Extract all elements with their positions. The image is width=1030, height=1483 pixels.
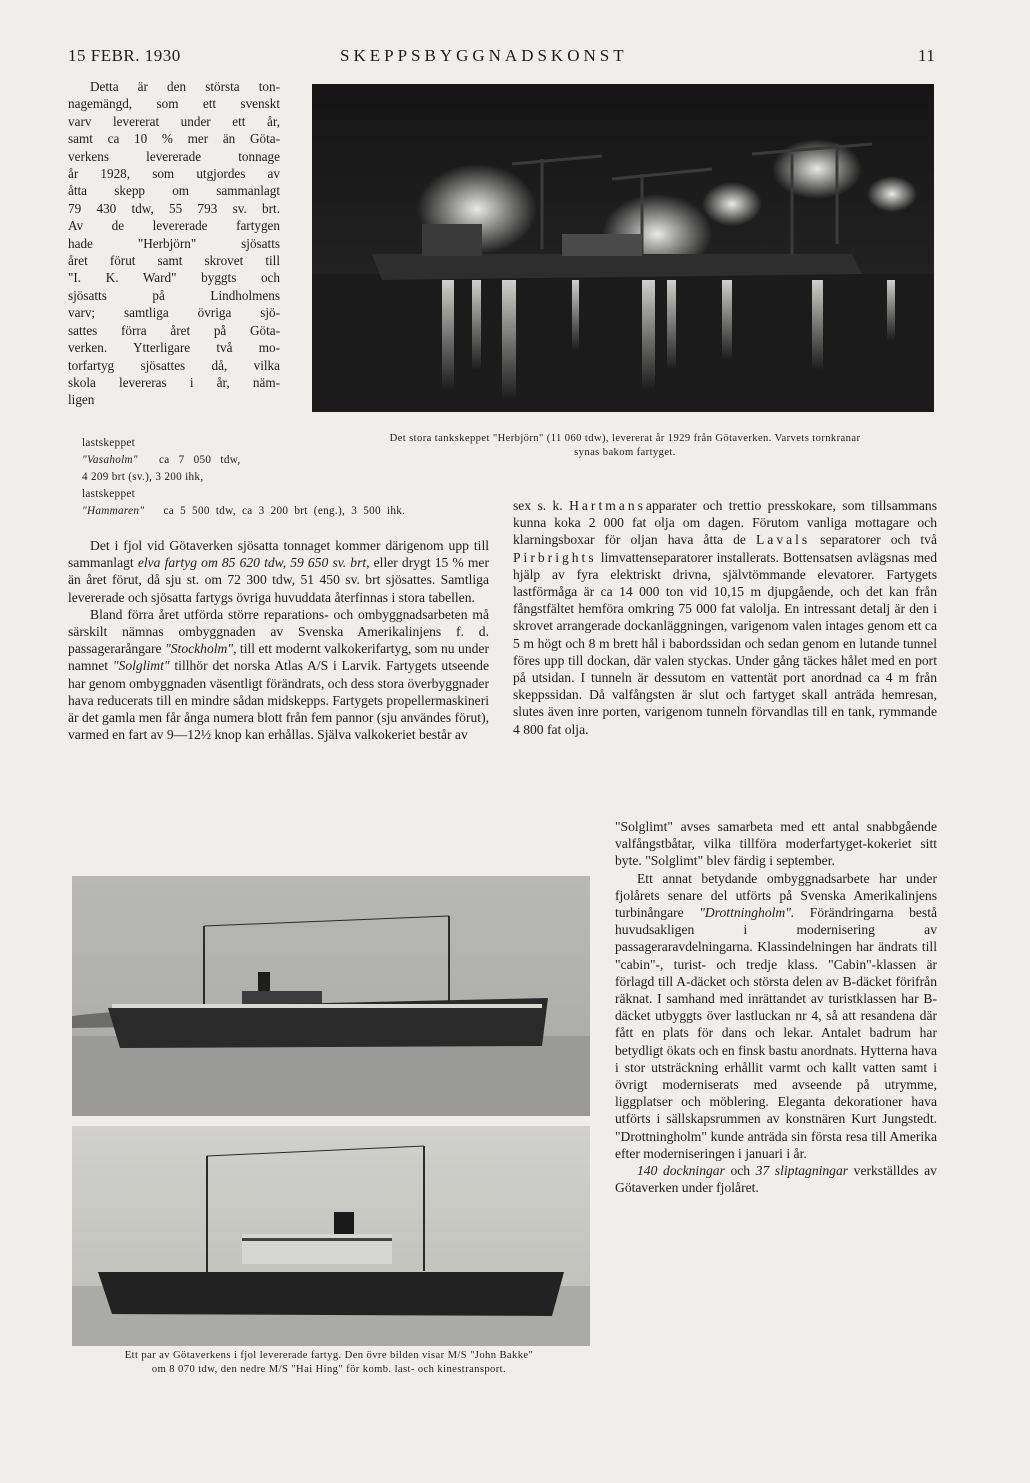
text-run-italic: elva fartyg om 85 620 tdw, 59 650 sv. brt, [137,555,370,571]
text-run: separatorer och två [810,532,937,548]
intro-line: sjösatts på Lindholmens [68,287,280,303]
caption-line: Ett par av Götaverkens i fjol levererade fartyg. Den övre bilden visar M/S "John Bakke" [124,1350,534,1361]
page-number: 11 [918,46,936,65]
intro-line: samt ca 10 % mer än Göta- [68,131,280,147]
intro-line: hade "Herbjörn" sjösatts [68,235,280,251]
text-run: till ett modernt valkokerifartyg, som nu under namnet [68,641,489,674]
header-date: 15 FEBR. 1930 [68,46,181,65]
ship-data: ca 5 500 tdw, ca 3 200 brt (eng.), 3 500 ihk. [163,505,406,517]
intro-line: verkens levererade tonnage [68,148,280,164]
text-run: Förändringarna bestå huvudsakligen i modernisering av passageraravdelningarna. Klassindelningen har ändrats till "cabin"-, turist- och tredje klass. "Cabin"-klassen är förlagd till A-däcket och största delen av B-däcket förifrån räknat. I samhand med inrättandet av turistklassen har B-däcket utbyggts över lastluckan nr 4, så att resandena där fått en plats för dans och lekar. Antalet badrum har betydligt ökats och en finsk bastu anordnats. Hytterna hava i stor utsträckning erhållit varmt och kallt vatten samt i övrigt moderniserats med avseende på utrymme, liggplatser och möblering. Eleganta dekorationer hava utförts i sällskapsrummen av konstnären Kurt Jungstedt. "Drottningholm" kunde anträda sin första resa till Amerika efter moderniseringen i januari i år. [615,905,938,1161]
text-run: sex s. k. [513,498,570,513]
intro-line: 79 430 tdw, 55 793 sv. brt. [68,200,280,216]
intro-line: året förut samt skrovet till [68,253,280,269]
text-run: Bland förra året utförda större reparations- och ombyggnadsarbeten må särskilt nämnas ombyggnaden av Svenska Amerikalinjens f. d. passagerarångare [68,606,489,657]
paragraph [615,818,937,870]
ship-list-line: 4 209 brt (sv.), 3 200 ihk, [82,471,204,483]
paragraph [615,870,937,1162]
intro-line: varv levererat under ett år, [68,113,280,129]
intro-line: verken. Ytterligare två mo- [68,340,280,356]
intro-line: ligen [68,392,95,408]
text-run: "Solglimt" avses samarbeta med ett antal snabbgående valfångstbåtar, vilka tillföra moderfartyget-kokeriet sitt byte. "Solglimt" blev färdig i september. [615,819,937,869]
ship-name-vasaholm: "Vasaholm" [82,454,138,466]
photo-caption-ships [64,1349,594,1377]
intro-line: varv; samtliga övriga sjö- [68,305,280,321]
intro-line: åtta skepp om sammanlagt [68,183,280,199]
text-run: verkställdes av Götaverken under fjolåret. [615,1163,937,1196]
text-run-italic: 37 sliptagningar [755,1163,849,1179]
caption-line: om 8 070 tdw, den nedre M/S "Hai Hing" för komb. last- och kinestransport. [151,1364,507,1375]
text-run: apparater och trettio presskokare, som tillsammans kunna koka 2 000 fat olja om dagen. Förutom vanliga mottagare och klarningsboxar för oljan hava åtta de [513,498,937,548]
text-run-italic: 140 dockningar [637,1163,725,1179]
caption-line: Det stora tankskeppet "Herbjörn" (11 060 tdw), levererat år 1929 från Götaverken. Varvets tornkranar [389,433,861,444]
intro-line: år 1928, som utgjordes av [68,166,280,182]
text-run-italic: "Drottningholm". [699,905,795,921]
right-column-lower [615,818,937,1196]
ship-list-line [82,504,502,519]
photo-john-bakke [72,876,590,1116]
ship-list-line: lastskeppet [82,488,136,500]
text-run: Det i fjol vid Götaverken sjösatta tonnaget kommer därigenom upp till sammanlagt [68,538,489,571]
intro-line: Detta är den största ton- [90,79,280,94]
intro-line: skola levereras i år, näm- [68,374,280,390]
paragraph [513,497,937,738]
intro-line: torfartyg sjösattes då, vilka [68,357,280,373]
ship-name-hammaren: "Hammaren" [82,505,145,517]
intro-line: nagemängd, som ett svenskt [68,96,280,112]
header-title: SKEPPSBYGGNADSKONST [340,46,628,65]
text-run-italic: "Solglimt" [112,658,170,674]
text-run: Ett annat betydande ombyggnadsarbete har under fjolårets senare del utförts på Svenska Amerikalinjens turbinångare [615,870,937,921]
ship-data: ca 7 050 tdw, [159,454,241,466]
intro-column [68,78,280,409]
paragraph [68,537,489,606]
intro-line: sattes förra året på Göta- [68,322,280,338]
text-run-italic: "Stockholm", [165,641,237,657]
text-run: eller drygt 15 % mer än året förut, då sju st. om 72 300 tdw, 51 450 sv. brt sjösattes. Samtliga levererade och sjösatta fartygs övriga huvuddata återfinnas i stora tabellen. [68,555,489,605]
text-run: tillhör det norska Atlas A/S i Larvik. Fartygets utseende har genom ombyggnaden väsentligt förändrats, och dess stora överbyggnader hava reducerats till en mindre sådan midskepps. Fartygets propellermaskineri är det gamla men får ånga numera blott från fem pannor (sju användes förut), varmed en fart av 9—12½ knop kan erhållas. Själva valkokeriet består av [68,658,489,743]
right-column [513,497,937,738]
text-run: limvattenseparatorer installerats. Bottensatsen avlägsnas med hjälp av fyra elektriskt drivna, självtömmande elevatorer. Fartygets lastförmåga är ca 14 000 ton vid 10,15 m djupgående, och det kan från fångstfältet hemföra omkring 75 000 fat valolja. En intressant detalj är den i skrovet arrangerade dockanläggningen, varigenom valen intages genom ett ca 5 m högt och 8 m brett hål i babordssidan och sedan genom en lutande tunnel föres upp till dockan, där valen styckas. Under gång täckes hålet med en port på utsidan. I tunneln är dessutom en vattentät port anordnad ca 4 m från skeppssidan. Då valfångsten är slut och fartyget skall anträda hemresan, slutes även inre porten, varigenom tunneln förvandlas till en tank, rymmande 4 800 fat olja. [513,549,937,737]
intro-line: Av de levererade fartygen [68,218,280,234]
photo-herbjorn-night [312,84,934,412]
text-run-spaced: Pirbrights [513,549,597,565]
caption-line: synas bakom fartyget. [574,447,676,458]
ship-list-line: lastskeppet [82,437,136,449]
photo-hai-hing [72,1126,590,1346]
text-run-spaced: Hartmans [569,498,646,513]
photo-caption-herbjorn [312,432,938,460]
paragraph [68,606,489,744]
paragraph [615,1162,937,1196]
left-column [68,537,489,743]
text-run: och [724,1163,756,1179]
text-run-spaced: Lavals [755,532,811,548]
intro-line: "I. K. Ward" byggts och [68,270,280,286]
